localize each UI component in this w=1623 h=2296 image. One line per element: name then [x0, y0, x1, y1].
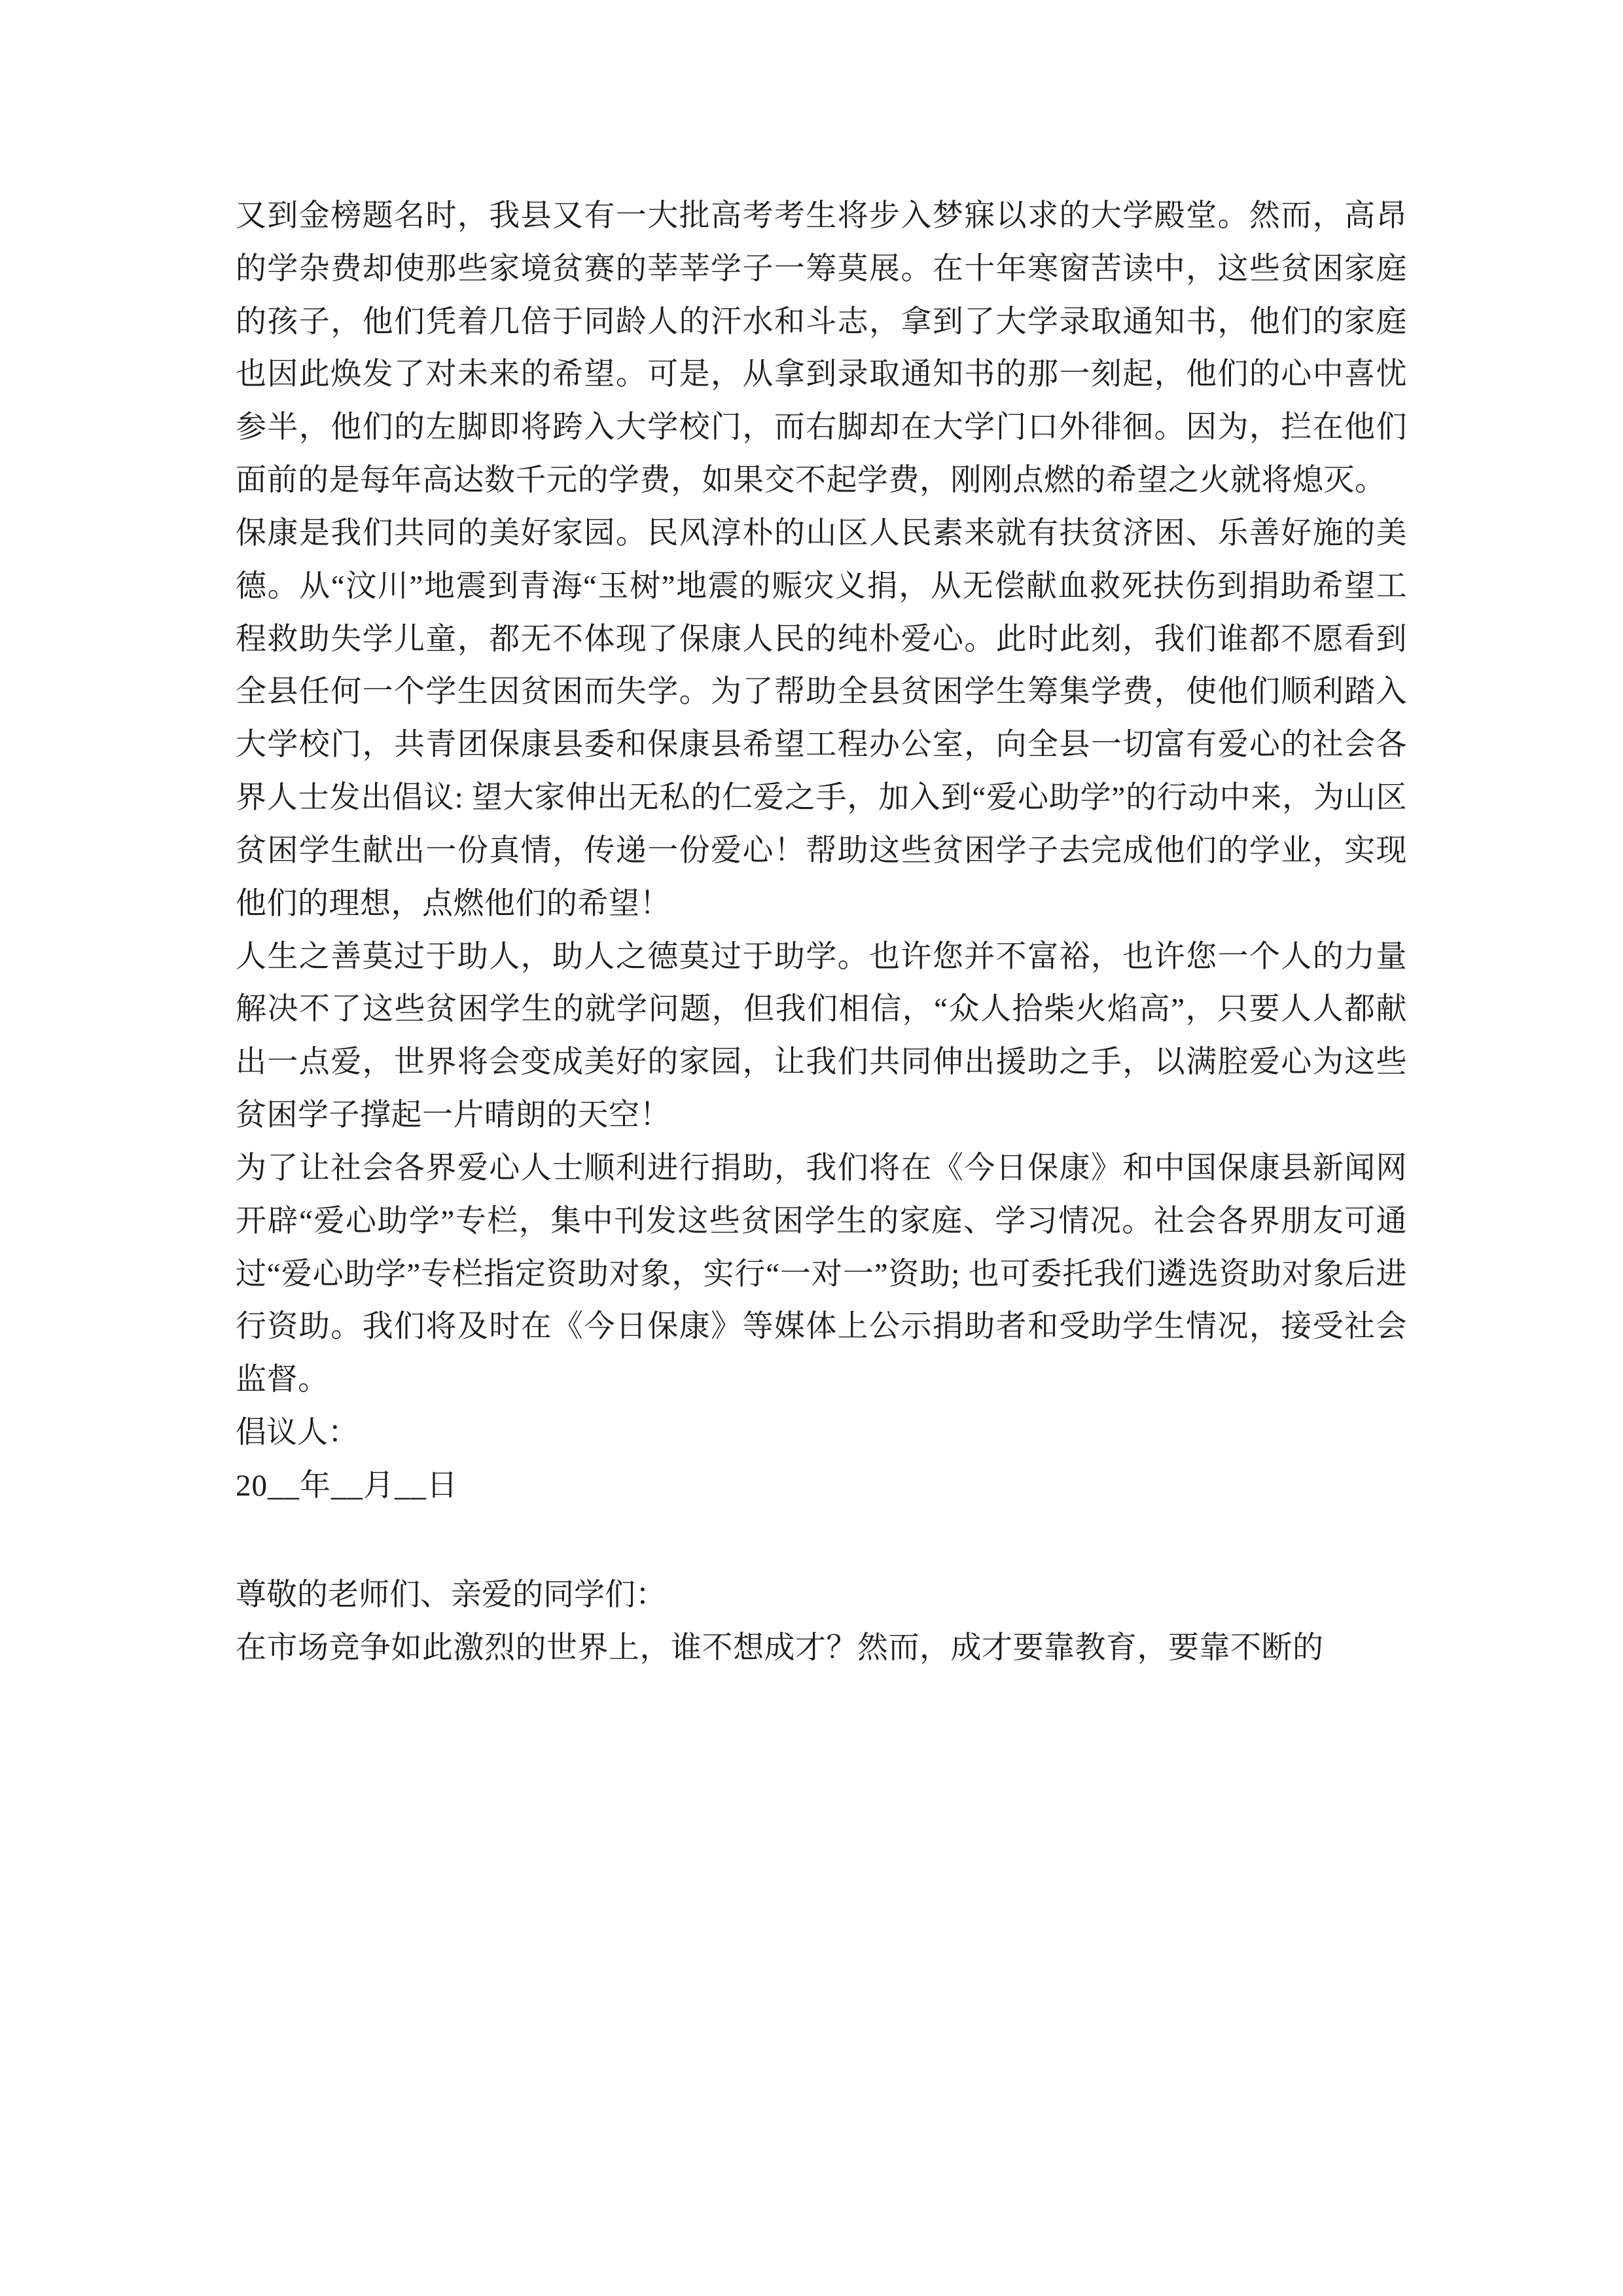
next-section-opening: 在市场竞争如此激烈的世界上，谁不想成才？然而，成才要靠教育，要靠不断的 [236, 1630, 1324, 1665]
paragraph-2: 保康是我们共同的美好家园。民风淳朴的山区人民素来就有扶贫济困、乐善好施的美德。从“汶川”地震到青海“玉树”地震的赈灾义捐，从无偿献血救死扶伤到捐助希望工程救助失学儿童，都无不体现了保康人民的纯朴爱心。此时此刻，我们谁都不愿看到全县任何一个学生因贫困而失学。为了帮助全县贫困学生筹集学费，使他们顺利踏入大学校门，共青团保康县委和保康县希望工程办公室，向全县一切富有爱心的社会各界人士发出倡议: 望大家伸出无私的仁爱之手，加入到“爱心助学”的行动中来，为山区贫困学生献出一份真情，传递一份爱心！帮助这些贫困学子去完成他们的学业，实现他们的理想，点燃他们的希望！ [236, 516, 1407, 921]
paragraph-4: 为了让社会各界爱心人士顺利进行捐助，我们将在《今日保康》和中国保康县新闻网开辟“爱心助学”专栏，集中刊发这些贫困学生的家庭、学习情况。社会各界朋友可通过“爱心助学”专栏指定资助对象，实行“一对一”资助; 也可委托我们遴选资助对象后进行资助。我们将及时在《今日保康》等媒体上公示捐助者和受助学生情况，接受社会监督。 [236, 1151, 1407, 1397]
paragraph-3: 人生之善莫过于助人，助人之德莫过于助学。也许您并不富裕，也许您一个人的力量解决不了这些贫困学生的就学问题，但我们相信，“众人拾柴火焰高”，只要人人都献出一点爱，世界将会变成美好的家园，让我们共同伸出援助之手，以满腔爱心为这些贫困学子撑起一片晴朗的天空！ [236, 939, 1407, 1133]
paragraph-1: 又到金榜题名时，我县又有一大批高考考生将步入梦寐以求的大学殿堂。然而，高昂的学杂费却使那些家境贫赛的莘莘学子一筹莫展。在十年寒窗苦读中，这些贫困家庭的孩子，他们凭着几倍于同龄人的汗水和斗志，拿到了大学录取通知书，他们的家庭也因此焕发了对未来的希望。可是，从拿到录取通知书的那一刻起，他们的心中喜忧参半，他们的左脚即将跨入大学校门，而右脚却在大学门口外徘徊。因为，拦在他们面前的是每年高达数千元的学费，如果交不起学费，刚刚点燃的希望之火就将熄灭。 [236, 199, 1407, 498]
salutation-line: 尊敬的老师们、亲爱的同学们： [236, 1577, 666, 1612]
signature-label: 倡议人： [236, 1416, 359, 1450]
document-body [236, 190, 1407, 1674]
section-spacer [236, 1513, 1407, 1569]
date-line: 20__年__月__日 [236, 1468, 458, 1503]
